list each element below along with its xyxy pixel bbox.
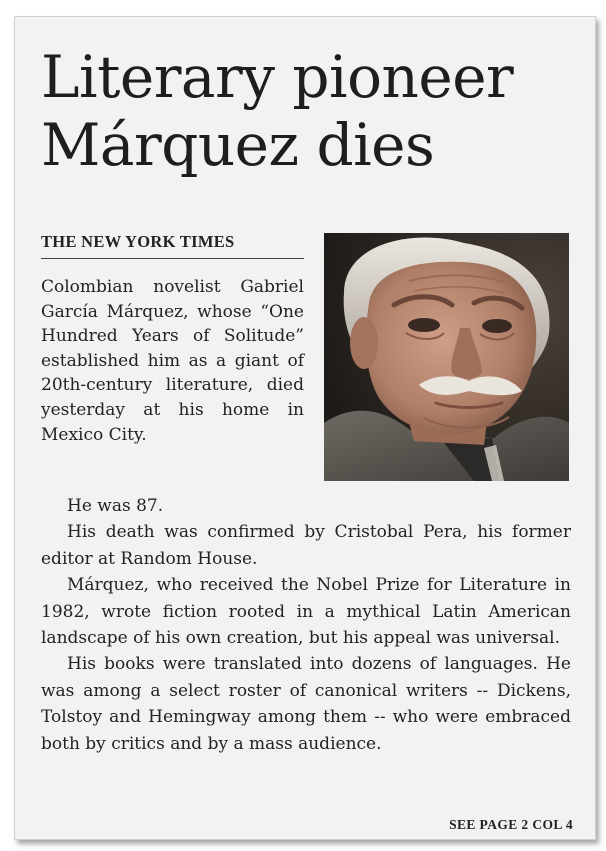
byline: THE NEW YORK TIMES — [41, 231, 304, 259]
continuation-reference: SEE PAGE 2 COL 4 — [449, 817, 573, 832]
paragraph-legacy: His books were translated into dozens of languages. He was among a select roster of canonical writers -- Dickens, Tolstoy and Hemingway among them -- who were embraced both by critics and by a mass audience. — [41, 654, 571, 754]
portrait-image — [324, 233, 569, 481]
lead-paragraph: Colombian novelist Gabriel García Márquez, whose “One Hundred Years of Solitude” established him as a giant of 20th-century literature, died yesterday at his home in Mexico City. — [41, 277, 304, 445]
headline-line-1: Literary pioneer — [41, 43, 514, 111]
paragraph-confirmation: His death was confirmed by Cristobal Pera, his former editor at Random House. — [41, 522, 571, 569]
headline-line-2: Márquez dies — [41, 111, 435, 179]
newspaper-clipping — [14, 16, 596, 840]
paragraph-nobel: Márquez, who received the Nobel Prize for Literature in 1982, wrote fiction rooted in a mythical Latin American landscape of his own creation, but his appeal was universal. — [41, 575, 571, 649]
paragraph-age: He was 87. — [67, 496, 164, 516]
article-body — [41, 493, 571, 757]
headline — [41, 43, 581, 179]
author-portrait-photo — [324, 233, 569, 481]
